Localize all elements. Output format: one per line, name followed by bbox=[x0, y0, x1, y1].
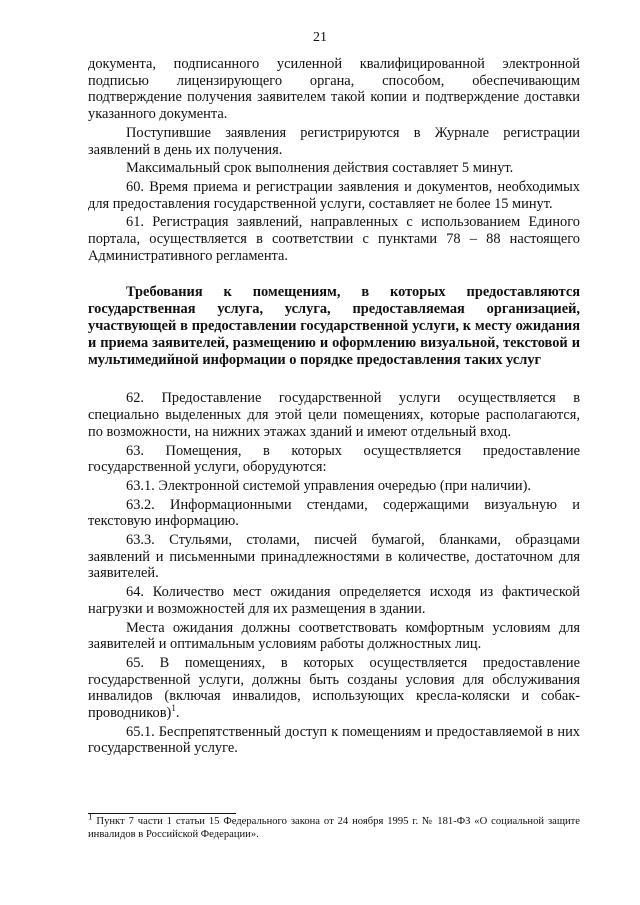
paragraph-registration: Поступившие заявления регистрируются в Журнале регистрации заявлений в день их получения. bbox=[88, 124, 580, 158]
paragraph-65-end: . bbox=[175, 705, 180, 722]
section-heading: Требования к помещениям, в которых предоставляются государственная услуга, услуга, предоставляемая организацией, участвующей в предоставлении государственной услуги, к месту ожидания и приема заявителей, размещению и оформлению визуальной, текстовой и мультимедийной информации о порядке предоставления таких услуг bbox=[88, 284, 580, 368]
paragraph-waiting-places: Места ожидания должны соответствовать комфортным условиям для заявителей и оптимальным условиям работы должностных лиц. bbox=[88, 619, 580, 653]
footnote-ref: 1 bbox=[171, 703, 176, 714]
page-number: 21 bbox=[313, 30, 327, 45]
footnote bbox=[88, 811, 580, 841]
paragraph-max-time: Максимальный срок выполнения действия составляет 5 минут. bbox=[126, 160, 514, 177]
paragraph-62: 62. Предоставление государственной услуги осуществляется в специально выделенных для этой цели помещениях, которые располагаются, по возможности, на нижних этажах зданий и имеют отдельный вход. bbox=[88, 390, 580, 440]
paragraph-64: 64. Количество мест ожидания определяется исходя из фактической нагрузки и возможностей для их размещения в здании. bbox=[88, 584, 580, 617]
paragraph-65 bbox=[88, 655, 580, 722]
paragraph-63-2: 63.2. Информационными стендами, содержащими визуальную и текстовую информацию. bbox=[88, 496, 580, 530]
paragraph-63-3: 63.3. Стульями, столами, писчей бумагой, бланками, образцами заявлений и письменными принадлежностями в количестве, достаточном для заявителей. bbox=[88, 532, 580, 582]
paragraph-61: 61. Регистрация заявлений, направленных с использованием Единого портала, осуществляется в соответствии с пунктами 78 – 88 настоящего Административного регламента. bbox=[88, 214, 580, 264]
footnote-marker: 1 bbox=[88, 811, 93, 822]
document-body bbox=[88, 56, 580, 757]
paragraph-65-1: 65.1. Беспрепятственный доступ к помещениям и предоставляемой в них государственной услуге. bbox=[88, 723, 580, 757]
paragraph-63: 63. Помещения, в которых осуществляется предоставление государственной услуги, оборудуются: bbox=[88, 442, 580, 476]
paragraph-63-1: 63.1. Электронной системой управления очередью (при наличии). bbox=[126, 477, 532, 494]
footnote-text: Пункт 7 части 1 статьи 15 Федерального закона от 24 ноября 1995 г. № 181-ФЗ «О социальной защите инвалидов в Российской Федерации». bbox=[88, 816, 580, 840]
paragraph-60: 60. Время приема и регистрации заявления и документов, необходимых для предоставления государственной услуги, составляет не более 15 минут. bbox=[88, 178, 580, 212]
footnote-divider bbox=[88, 813, 236, 814]
paragraph-continuation: документа, подписанного усиленной квалифицированной электронной подписью лицензирующего органа, способом, обеспечивающим подтверждение получения заявителем такой копии и подтверждение доставки указанного документа. bbox=[88, 56, 580, 123]
paragraph-65-text: 65. В помещениях, в которых осуществляется предоставление государственной услуги, должны быть созданы условия для обслуживания инвалидов (включая инвалидов, использующих кресла-коляски и собак-проводников) bbox=[88, 654, 580, 722]
